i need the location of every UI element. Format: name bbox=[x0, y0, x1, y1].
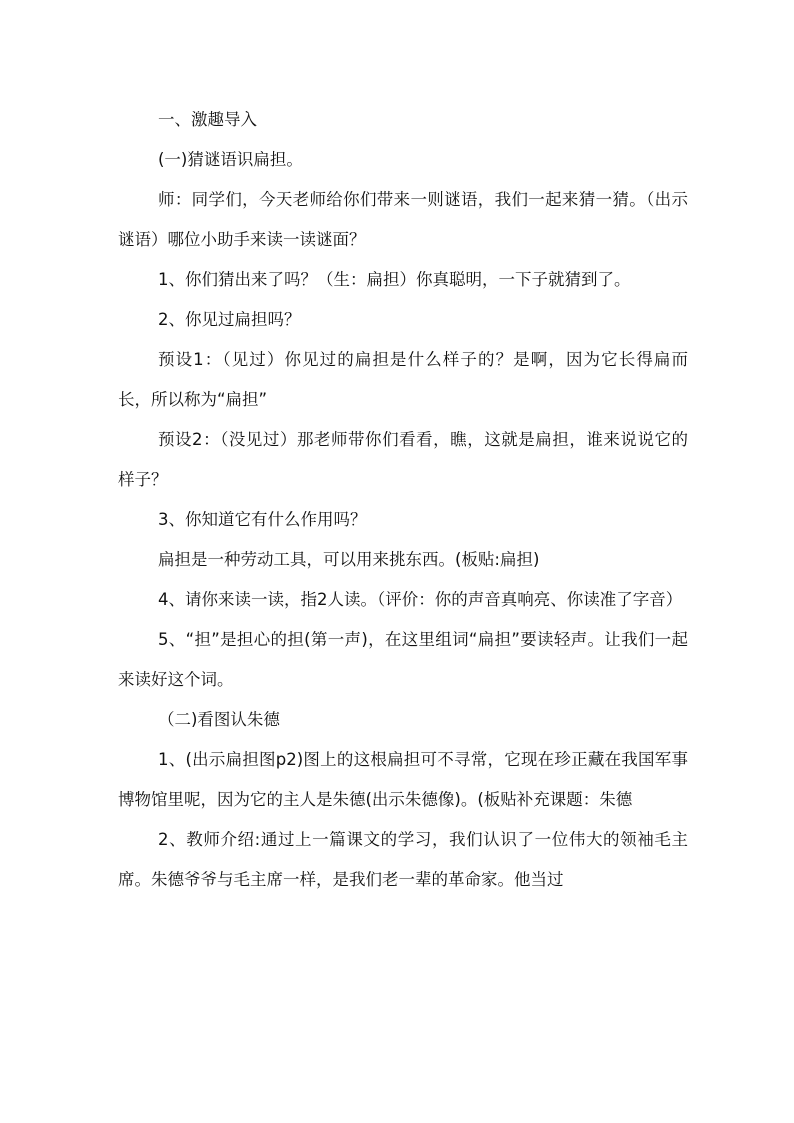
paragraph-step-1: 1、你们猜出来了吗？（生：扁担）你真聪明，一下子就猜到了。 bbox=[158, 270, 631, 289]
paragraph-preset-2: 预设2：（没见过）那老师带你们看看，瞧，这就是扁担，谁来说说它的样子？ bbox=[118, 430, 688, 489]
section-heading-intro: 一、激趣导入 bbox=[158, 110, 257, 129]
document-body bbox=[118, 100, 688, 900]
paragraph-step-5: 5、“担”是担心的担(第一声)，在这里组词“扁担”要读轻声。让我们一起来读好这个词。 bbox=[118, 630, 688, 689]
subsection-heading-riddle: (一)猜谜语识扁担。 bbox=[158, 150, 303, 169]
subsection-heading-zhude: （二)看图认朱德 bbox=[158, 710, 280, 729]
paragraph-picture-intro: 1、(出示扁担图p2)图上的这根扁担可不寻常，它现在珍正藏在我国军事博物馆里呢，因为它的主人是朱德(出示朱德像)。(板贴补充课题：朱德 bbox=[118, 750, 688, 809]
paragraph-tool-explanation: 扁担是一种劳动工具，可以用来挑东西。(板贴:扁担) bbox=[158, 550, 540, 569]
paragraph-step-2: 2、你见过扁担吗？ bbox=[158, 310, 301, 329]
paragraph-teacher-riddle: 师：同学们，今天老师给你们带来一则谜语，我们一起来猜一猜。（出示谜语）哪位小助手来读一读谜面？ bbox=[118, 190, 688, 249]
paragraph-preset-1: 预设1：（见过）你见过的扁担是什么样子的？是啊，因为它长得扁而长，所以称为“扁担” bbox=[118, 350, 688, 409]
paragraph-teacher-intro: 2、教师介绍:通过上一篇课文的学习，我们认识了一位伟大的领袖毛主席。朱德爷爷与毛主席一样，是我们老一辈的革命家。他当过 bbox=[118, 830, 688, 889]
paragraph-step-4: 4、请你来读一读，指2人读。（评价：你的声音真响亮、你读准了字音） bbox=[158, 590, 683, 609]
paragraph-step-3: 3、你知道它有什么作用吗？ bbox=[158, 510, 367, 529]
